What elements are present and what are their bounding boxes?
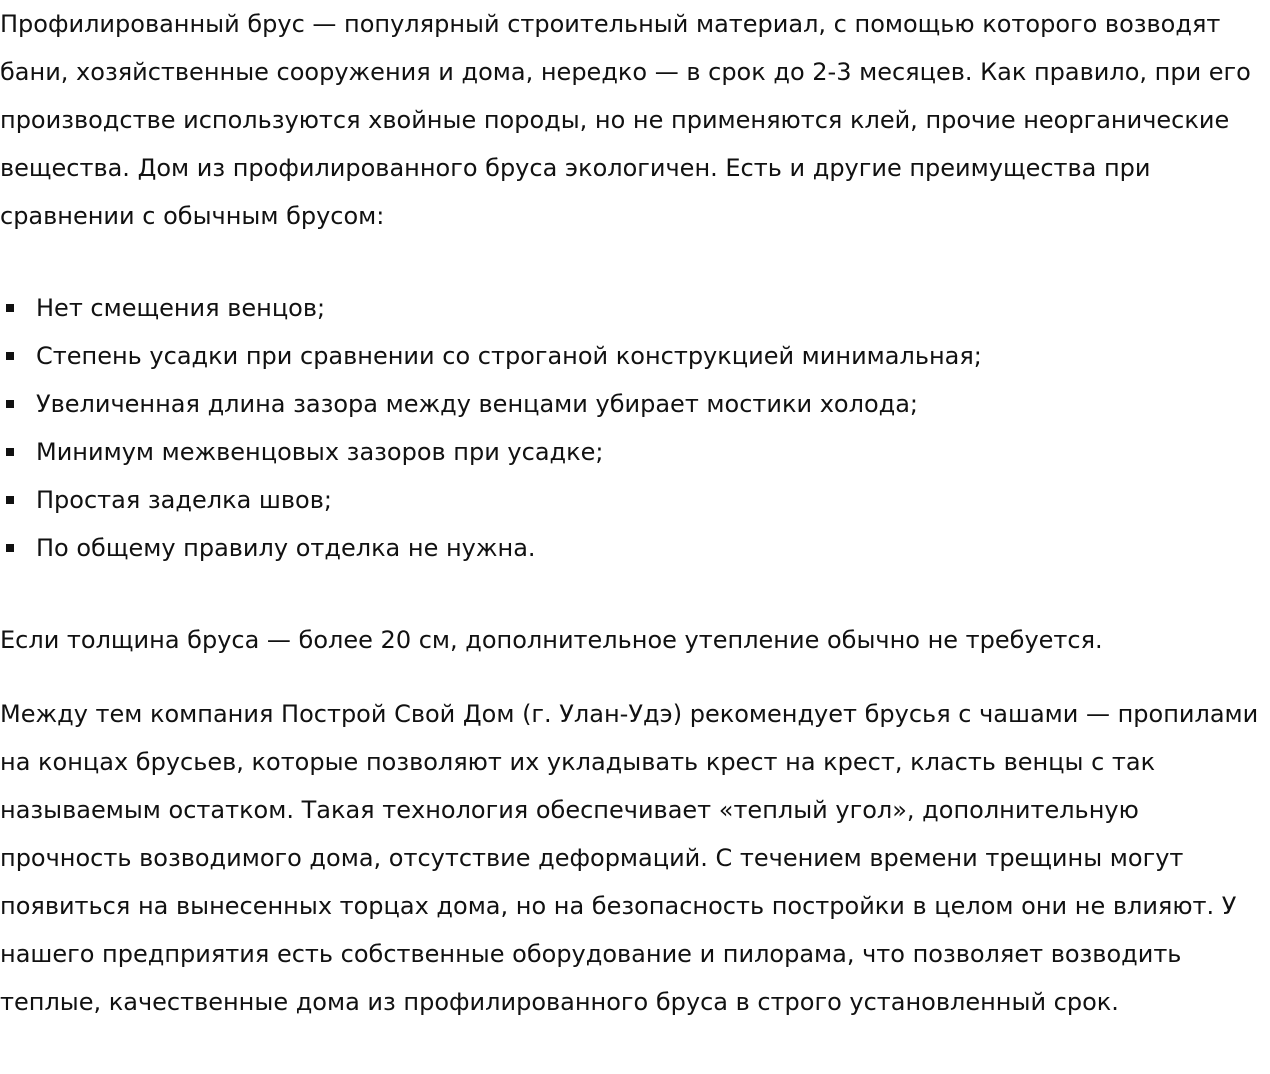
list-item	[0, 476, 1266, 524]
company-paragraph: Между тем компания Построй Свой Дом (г. Улан-Удэ) рекомендует брусья с чашами — пропилами на концах брусьев, которые позволяют их укладывать крест на крест, класть венцы с так называемым остатком. Такая технология обеспечивает «теплый угол», дополнительную прочность возводимого дома, отсутствие деформаций. С течением времени трещины могут появиться на вынесенных торцах дома, но на безопасность постройки в целом они не влияют. У нашего предприятия есть собственные оборудование и пилорама, что позволяет возводить теплые, качественные дома из профилированного бруса в строго установленный срок.	[0, 700, 1259, 1016]
list-item-text: Увеличенная длина зазора между венцами убирает мостики холода;	[36, 390, 919, 418]
benefits-list	[0, 284, 1266, 572]
square-bullet-icon	[6, 448, 14, 456]
square-bullet-icon	[6, 544, 14, 552]
list-item-text: По общему правилу отделка не нужна.	[36, 534, 536, 562]
insulation-note: Если толщина бруса — более 20 см, дополнительное утепление обычно не требуется.	[0, 626, 1103, 654]
list-item-text: Степень усадки при сравнении со строганой конструкцией минимальная;	[36, 342, 982, 370]
list-item-text: Нет смещения венцов;	[36, 294, 326, 322]
square-bullet-icon	[6, 352, 14, 360]
square-bullet-icon	[6, 400, 14, 408]
square-bullet-icon	[6, 496, 14, 504]
list-item-text: Простая заделка швов;	[36, 486, 332, 514]
list-item	[0, 332, 1266, 380]
intro-paragraph: Профилированный брус — популярный строительный материал, с помощью которого возводят бани, хозяйственные сооружения и дома, нередко — в срок до 2-3 месяцев. Как правило, при его производстве используются хвойные породы, но не применяются клей, прочие неорганические вещества. Дом из профилированного бруса экологичен. Есть и другие преимущества при сравнении с обычным брусом:	[0, 10, 1251, 230]
square-bullet-icon	[6, 304, 14, 312]
list-item	[0, 380, 1266, 428]
list-item-text: Минимум межвенцовых зазоров при усадке;	[36, 438, 604, 466]
list-item	[0, 524, 1266, 572]
list-item	[0, 284, 1266, 332]
list-item	[0, 428, 1266, 476]
